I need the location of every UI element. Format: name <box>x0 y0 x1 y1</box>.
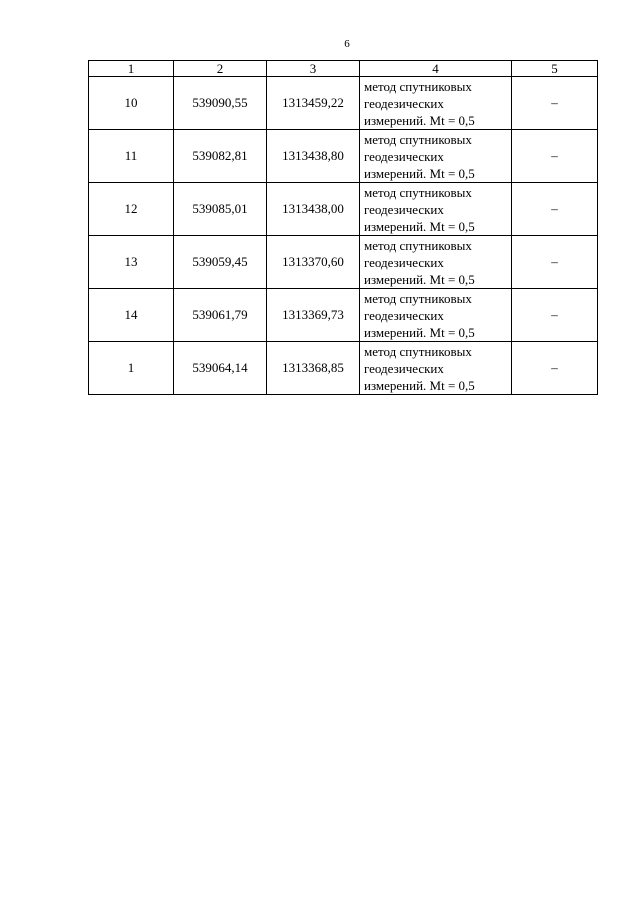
note-cell: – <box>512 77 598 130</box>
table-row <box>89 289 598 342</box>
note-cell: – <box>512 236 598 289</box>
y-coordinate-cell: 1313459,22 <box>267 77 360 130</box>
method-cell: метод спутниковых геодезических измерений. Mt = 0,5 <box>360 289 512 342</box>
y-coordinate-cell: 1313368,85 <box>267 342 360 395</box>
header-cell-1: 1 <box>89 61 174 77</box>
header-cell-5: 5 <box>512 61 598 77</box>
note-cell: – <box>512 130 598 183</box>
y-coordinate-cell: 1313438,80 <box>267 130 360 183</box>
note-cell: – <box>512 342 598 395</box>
page-number: 6 <box>344 38 350 50</box>
header-cell-4: 4 <box>360 61 512 77</box>
point-number-cell: 12 <box>89 183 174 236</box>
table-row <box>89 130 598 183</box>
header-cell-2: 2 <box>174 61 267 77</box>
x-coordinate-cell: 539090,55 <box>174 77 267 130</box>
method-cell: метод спутниковых геодезических измерений. Mt = 0,5 <box>360 236 512 289</box>
table-body <box>89 77 598 395</box>
x-coordinate-cell: 539085,01 <box>174 183 267 236</box>
y-coordinate-cell: 1313369,73 <box>267 289 360 342</box>
x-coordinate-cell: 539064,14 <box>174 342 267 395</box>
x-coordinate-cell: 539082,81 <box>174 130 267 183</box>
header-row <box>89 61 598 77</box>
method-cell: метод спутниковых геодезических измерений. Mt = 0,5 <box>360 130 512 183</box>
point-number-cell: 10 <box>89 77 174 130</box>
y-coordinate-cell: 1313370,60 <box>267 236 360 289</box>
table-row <box>89 183 598 236</box>
point-number-cell: 1 <box>89 342 174 395</box>
table-header <box>89 61 598 77</box>
note-cell: – <box>512 183 598 236</box>
x-coordinate-cell: 539061,79 <box>174 289 267 342</box>
point-number-cell: 11 <box>89 130 174 183</box>
table-row <box>89 77 598 130</box>
y-coordinate-cell: 1313438,00 <box>267 183 360 236</box>
coordinates-table <box>88 60 598 395</box>
x-coordinate-cell: 539059,45 <box>174 236 267 289</box>
method-cell: метод спутниковых геодезических измерений. Mt = 0,5 <box>360 342 512 395</box>
header-cell-3: 3 <box>267 61 360 77</box>
point-number-cell: 14 <box>89 289 174 342</box>
method-cell: метод спутниковых геодезических измерений. Mt = 0,5 <box>360 77 512 130</box>
note-cell: – <box>512 289 598 342</box>
point-number-cell: 13 <box>89 236 174 289</box>
method-cell: метод спутниковых геодезических измерений. Mt = 0,5 <box>360 183 512 236</box>
table-row <box>89 342 598 395</box>
table-row <box>89 236 598 289</box>
